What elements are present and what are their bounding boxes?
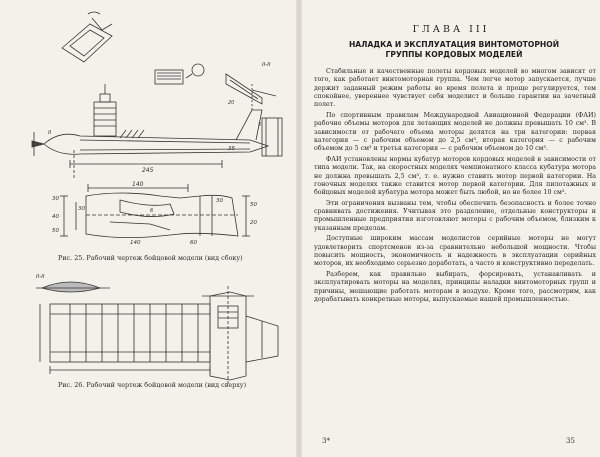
left-page	[0, 0, 296, 457]
figure-25-drawing	[0, 0, 296, 250]
signature-mark: 3*	[322, 437, 330, 445]
figure-25-dimension: 6	[150, 208, 154, 214]
section-title-line: НАЛАДКА И ЭКСПЛУАТАЦИЯ ВИНТОМОТОРНОЙ	[348, 40, 560, 49]
section-title-line: ГРУППЫ КОРДОВЫХ МОДЕЛЕЙ	[385, 50, 523, 59]
figure-25-dimension: 50	[250, 202, 257, 208]
chapter-heading: ГЛАВА III	[412, 24, 490, 35]
figure-25-dimension: 20	[250, 220, 257, 226]
paragraph: Разберем, как правильно выбирать, форсировать, устанавливать и эксплуатировать моторы на моделях, принципы наладки винтомоторных групп и причины, мешающие работать моторам в воздухе. Кроме того, рассмотрим, как дорабатывать конкретные моторы, выпускаемые нашей промышленностью.	[314, 270, 596, 303]
figure-25-section-label: II-II	[262, 62, 271, 68]
figure-25-dimension: 40	[52, 214, 59, 220]
figure-25-dimension: 20	[228, 100, 235, 106]
section-title	[314, 40, 594, 60]
figure-25-dimension: 140	[130, 240, 141, 246]
figure-25-dimension: 5	[258, 122, 262, 128]
figure-26-section-label: II-II	[36, 274, 45, 280]
figure-25-dimension: 245	[142, 167, 154, 174]
right-page	[302, 0, 600, 457]
paragraph: Эти ограничения вызваны тем, чтобы обеспечить безопасность и более точно сравнивать достижения. Учитывая это разделение, отдельные конструкторы и промышленные предприятия изготовляют моторы с рабочим объемом, близким к указанным пределам.	[314, 199, 596, 232]
body-text	[314, 68, 596, 306]
paragraph: По спортивным правилам Международной Авиационной Федерации (ФАИ) рабочие объемы моторов для летающих моделей не должны превышать 10 см³. В зависимости от рабочего объема моторы делятся на три категории: первая категория — с рабочим объемом до 2,5 см³, вторая категория — с рабочим объемом до 5 см³ и третья категория — с рабочим объемом до 10 см³.	[314, 111, 596, 153]
figure-25-dimension: 30	[216, 198, 223, 204]
figure-25-dimension: 30	[78, 206, 85, 212]
page-number: 35	[566, 437, 575, 445]
paragraph: ФАИ установлены нормы кубатур моторов кордовых моделей в зависимости от типа модели. Так, на скоростных моделях чемпионатного класса кубатура мотора не должна превышать 2,5 см³, т. е. нужно ставить мотор первой категории. На гоночных моделях также ставится мотор первой категории. Для пилотажных и бойцовых моделей кубатура мотора может быть любой, но не более 10 см³.	[314, 155, 596, 197]
figure-25-dimension: 50	[52, 228, 59, 234]
figure-25-dimension: 140	[132, 181, 144, 188]
figure-25-section-mark: II	[48, 130, 52, 136]
figure-25-caption: Рис. 25. Рабочий чертеж бойцовой модели (вид сбоку)	[58, 254, 243, 262]
figure-26-drawing	[0, 266, 296, 386]
figure-26-caption: Рис. 26. Рабочий чертеж бойцовой модели (вид сверху)	[58, 381, 247, 389]
figure-25-dimension: 35	[228, 146, 235, 152]
paragraph: Стабильные и качественные полеты кордовых моделей во многом зависят от того, как работает винтомоторная группа. Чем легче мотор запускается, лучше держит заданный режим работы во время полета и проще регулируется, тем спокойнее, увереннее чувствует себя моделист и больше гарантии на зачетный полет.	[314, 68, 596, 109]
figure-25-dimension: 30	[52, 196, 59, 202]
figure-25-dimension: 60	[190, 240, 197, 246]
paragraph: Доступные широким массам моделистов серийные моторы не могут удовлетворить спортсменов из-за сравнительно небольшой мощности. Чтобы повысить мощность, экономичность и надежность в эксплуатации серийных моторов, их необходимо серьезно доработать, а часто и конструктивно переделать.	[314, 235, 596, 268]
